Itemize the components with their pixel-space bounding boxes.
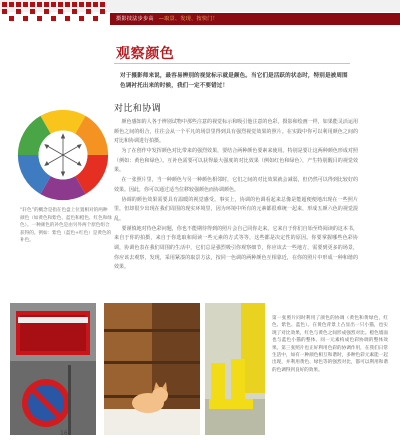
pixel-decoration <box>0 0 110 26</box>
photo-caption: 第一张照片同时利用了颜色的协调（黄色和黄绿色，红色、紫色、蓝色）。在黄色背景上凸显出一只小猫，也实现了对比效果，红色与黄色之间形成强烈对比。橙色墙面也与蓝色小猫的整体、同一元素构成色彩协调的整体效果。第三张照片也正好利用色彩的协调作用，在我们日常生活中，如有一种颜色相互和谐时，多种色彩元素能一起出现，并利用黄色、绿色等的强烈对比，都可以利用和谐的色调得到良好的效果。 <box>272 316 388 373</box>
paragraph: 协调的颜色效果需要具有温暖的视觉感受。事实上，协调的色调看起来总像是能超便便地出现在一些照片里，但却很少出现在我们周围的现实环境里，因为环境中所有的元素都很难统一起来，形成五颜六色的视觉混乱。 <box>114 196 358 222</box>
body-text <box>114 118 358 273</box>
page-title: 观察颜色 <box>116 46 175 62</box>
chapter-title: 摄影技法步步高 <box>116 16 154 22</box>
page-number: 16 <box>60 430 68 437</box>
paragraph: 要谨慎地对待色彩问题，你也不能期待得到的照片会自己同你走来。它来自于你们自始至终阅读的这本书，来自于你的拍摄，来自于你选取和阅读一些元素的方式等等，这些都是决定性的原因。你要掌握哪些色彩协调，协调色表在我们周围的生活中，它们总是强烈吸引你观察细节，你应该去一些地方，需要到更多的场景，你应该去观察，发现，采用紧凑的取景方法，按同一色调的两种颜色互相靠近，在你的照片中形成一种和谐的效果。 <box>114 225 358 271</box>
color-wheel-caption: “轩色”的概念是指在色盘上位置相对的两种颜色（如黄色和紫色、蓝色和橙色、红色和绿色）。一种颜色的补色是由另外两个原色组合获得的。例如：紫色（蓝色+红色）是黄色的补色。 <box>20 208 112 244</box>
intro-paragraph: 对于摄影师来说，最容易辨别的视觉标示就是颜色。当它们是活跃的状态时，特别是被周围色调衬托出来的时候，我们一定不要错过！ <box>120 73 348 89</box>
paragraph: 在一张照片里，当一种颜色与另一种颜色相邻时，它们之间的对比效果就会减弱，但仍然可以得到比较好的效果。因此，你可以通过适当位移较强颜色而协调颜色。 <box>114 177 358 193</box>
paragraph: 为了在创作中发挥颜色对比带来的强烈效果，要结合两种颜色要素来使用。特别是要让这两种颜色形成对照（例如：黄色和绿色）。互补色需要可以获得最大强度的对比效果（例如红色和绿色），产生特别醒目的视觉效果。 <box>114 148 358 174</box>
chapter-header <box>110 13 400 25</box>
yellow-boots-photo <box>205 303 265 435</box>
section-heading: 对比和协调 <box>114 104 162 114</box>
chapter-subtitle: —取景、发现、按快门！ <box>158 16 218 22</box>
color-wheel <box>16 108 110 202</box>
color-wheel-graphic <box>16 108 110 202</box>
road-sign-photo <box>10 303 96 435</box>
cat-photo <box>104 303 200 435</box>
title-divider <box>114 63 350 64</box>
paragraph: 颜色感知的人各于辨别试物中那些注意的视觉标示和吸引他注意的色彩。摄影和绘画一样，如果能灵活运用颜色之间的组合，往往会从一个平凡的场景里得到具有强烈视觉效果的照片。在实践中你可以利用颜色之间的对比和协调进行拍摄。 <box>114 119 358 145</box>
